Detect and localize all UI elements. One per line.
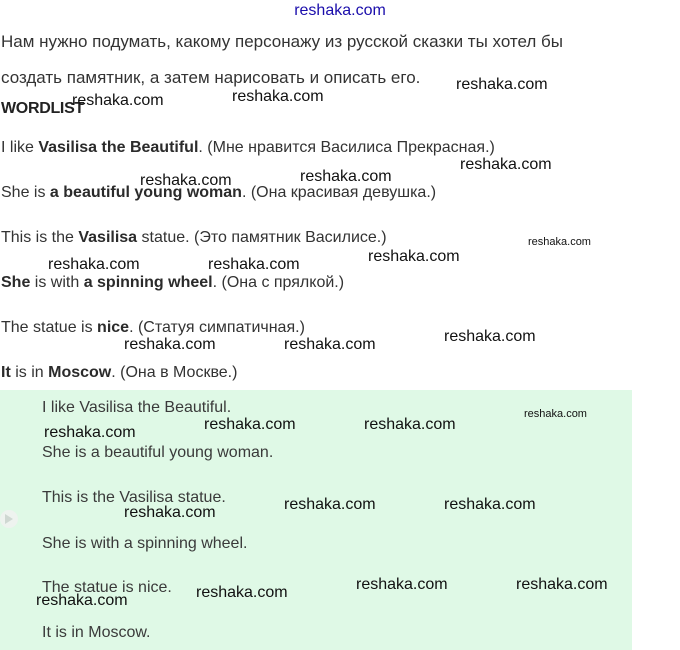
wordlist-line: She is with a spinning wheel. (Она с прялкой.) — [1, 274, 345, 291]
watermark: reshaka.com — [232, 88, 324, 105]
watermark: reshaka.com — [444, 328, 536, 345]
watermark: reshaka.com — [44, 424, 136, 441]
answer-line: This is the Vasilisa statue. — [42, 489, 226, 506]
play-icon[interactable] — [0, 510, 18, 528]
watermark: reshaka.com — [208, 256, 300, 273]
watermark: reshaka.com — [196, 584, 288, 601]
answer-line: I like Vasilisa the Beautiful. — [42, 399, 232, 416]
watermark: reshaka.com — [72, 92, 164, 109]
watermark: reshaka.com — [460, 156, 552, 173]
watermark: reshaka.com — [368, 248, 460, 265]
answer-line: The statue is nice. — [42, 579, 172, 596]
watermark: reshaka.com — [524, 408, 587, 420]
task-text-line-2: создать памятник, а затем нарисовать и описать его. — [1, 68, 421, 87]
watermark: reshaka.com — [456, 76, 548, 93]
site-link[interactable]: reshaka.com — [294, 2, 386, 19]
wordlist-line: I like Vasilisa the Beautiful. (Мне нравится Василиса Прекрасная.) — [1, 139, 495, 156]
watermark: reshaka.com — [528, 236, 591, 248]
watermark: reshaka.com — [356, 576, 448, 593]
wordlist-line: The statue is nice. (Статуя симпатичная.) — [1, 319, 305, 336]
answer-line: She is with a spinning wheel. — [42, 535, 248, 552]
watermark: reshaka.com — [48, 256, 140, 273]
watermark: reshaka.com — [444, 496, 536, 513]
watermark: reshaka.com — [140, 172, 232, 189]
answer-line: It is in Moscow. — [42, 624, 151, 641]
watermark: reshaka.com — [284, 336, 376, 353]
wordlist-line: She is a beautiful young woman. (Она красивая девушка.) — [1, 184, 437, 201]
wordlist-line: This is the Vasilisa statue. (Это памятник Василисе.) — [1, 229, 387, 246]
wordlist-heading: WORDLIST — [1, 100, 84, 117]
watermark: reshaka.com — [300, 168, 392, 185]
watermark: reshaka.com — [284, 496, 376, 513]
watermark: reshaka.com — [124, 504, 216, 521]
task-text-line-1: Нам нужно подумать, какому персонажу из русской сказки ты хотел бы — [1, 32, 563, 51]
watermark: reshaka.com — [364, 416, 456, 433]
watermark: reshaka.com — [516, 576, 608, 593]
answer-line: She is a beautiful young woman. — [42, 444, 274, 461]
watermark: reshaka.com — [124, 336, 216, 353]
watermark: reshaka.com — [204, 416, 296, 433]
watermark: reshaka.com — [36, 592, 128, 609]
wordlist-line: It is in Moscow. (Она в Москве.) — [1, 364, 238, 381]
